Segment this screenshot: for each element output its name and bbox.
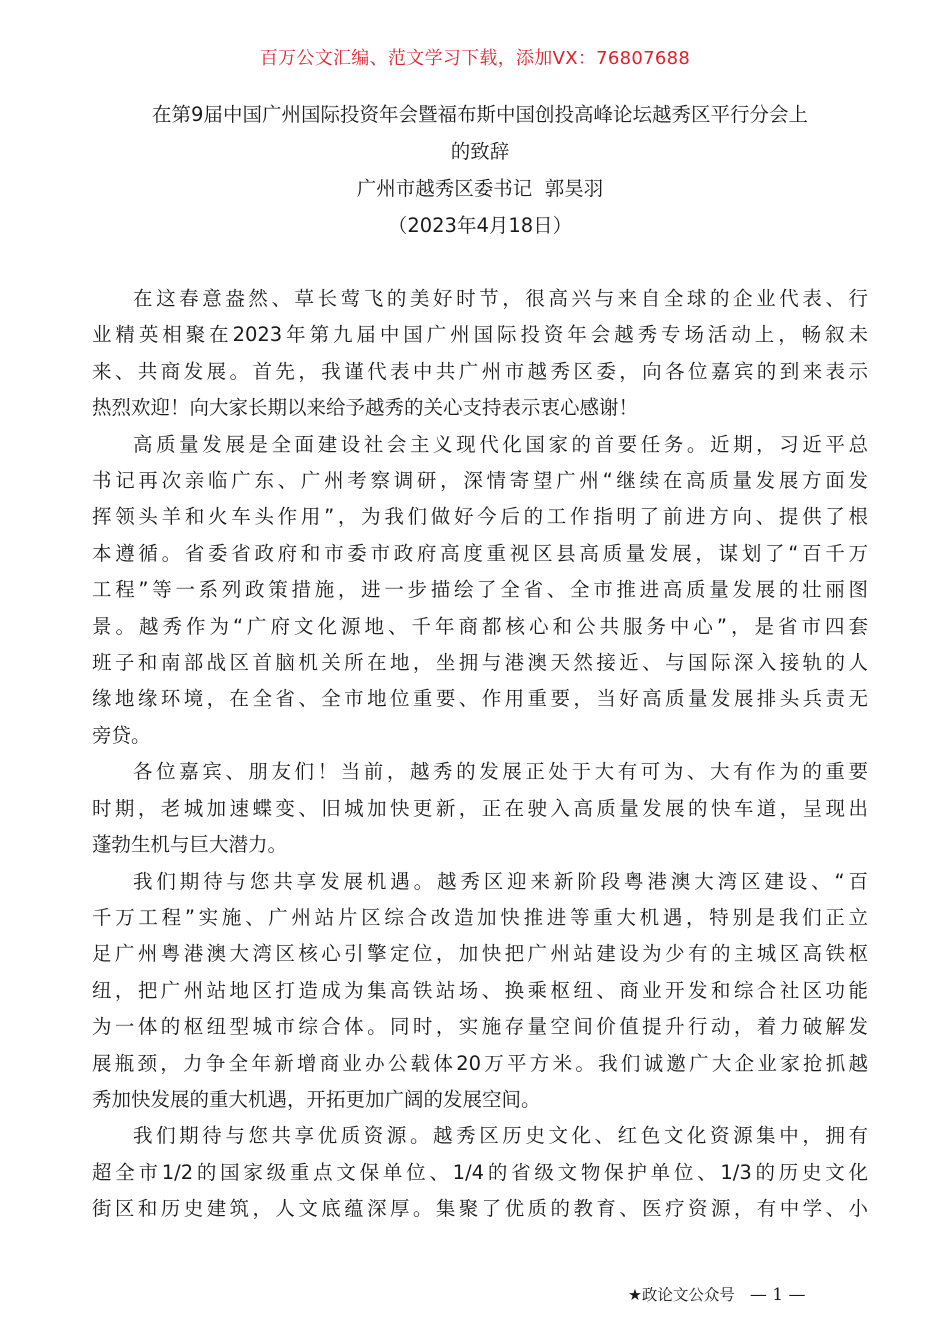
- page-footer: [628, 1283, 805, 1305]
- text-line: 我们期待与您共享优质资源。越秀区历史文化、红色文化资源集中，拥有: [133, 1124, 868, 1148]
- footer-source: ★政论文公众号: [628, 1286, 735, 1304]
- text-line: 我们期待与您共享发展机遇。越秀区迎来新阶段粤港澳大湾区建设、“百: [133, 869, 868, 893]
- text-line: 来、共商发展。首先，我谨代表中共广州市越秀区委，向各位嘉宾的到来表示: [92, 359, 868, 383]
- text-line: 高质量发展是全面建设社会主义现代化国家的首要任务。近期，习近平总: [133, 432, 868, 456]
- paragraph-3: [92, 754, 868, 863]
- paragraph-5: [92, 1118, 868, 1227]
- document-title-line-1: 在第9届中国广州国际投资年会暨福布斯中国创投高峰论坛越秀区平行分会上: [152, 103, 808, 126]
- text-line: 缘地缘环境，在全省、全市地位重要、作用重要，当好高质量发展排头兵责无: [92, 687, 868, 711]
- text-line: 时期，老城加速蝶变、旧城加快更新，正在驶入高质量发展的快车道，呈现出: [92, 796, 868, 820]
- text-line: 超全市1/2的国家级重点文保单位、1/4的省级文物保护单位、1/3的历史文化: [92, 1160, 868, 1184]
- text-line: 展瓶颈，力争全年新增商业办公载体20万平方米。我们诚邀广大企业家抢抓越: [92, 1051, 868, 1075]
- text-line: 工程”等一系列政策措施，进一步描绘了全省、全市推进高质量发展的壮丽图: [92, 578, 868, 602]
- text-line: 班子和南部战区首脑机关所在地，坐拥与港澳天然接近、与国际深入接轨的人: [92, 651, 868, 675]
- text-line: 旁贷。: [92, 723, 151, 747]
- speaker-line: 广州市越秀区委书记 郭昊羽: [356, 177, 604, 200]
- text-line: 纽，把广州站地区打造成为集高铁站场、换乘枢纽、商业开发和综合社区功能: [92, 978, 868, 1002]
- text-line: 街区和历史建筑，人文底蕴深厚。集聚了优质的教育、医疗资源，有中学、小: [92, 1197, 868, 1221]
- date-line: （2023年4月18日）: [387, 214, 573, 237]
- document-header: [92, 96, 868, 244]
- document-title-line-2: 的致辞: [450, 140, 510, 163]
- document-body: [92, 281, 868, 1228]
- text-line: 各位嘉宾、朋友们！当前，越秀的发展正处于大有可为、大有作为的重要: [133, 760, 868, 784]
- text-line: 挥领头羊和火车头作用”，为我们做好今后的工作指明了前进方向、提供了根: [92, 505, 868, 529]
- text-line: 秀加快发展的重大机遇，开拓更加广阔的发展空间。: [92, 1087, 541, 1111]
- paragraph-2: [92, 427, 868, 755]
- page-number: — 1 —: [749, 1285, 806, 1305]
- paragraph-4: [92, 864, 868, 1119]
- text-line: 业精英相聚在2023年第九届中国广州国际投资年会越秀专场活动上，畅叙未: [92, 323, 868, 347]
- text-line: 书记再次亲临广东、广州考察调研，深情寄望广州“继续在高质量发展方面发: [92, 469, 868, 493]
- text-line: 蓬勃生机与巨大潜力。: [92, 833, 288, 857]
- paragraph-1: [92, 281, 868, 427]
- text-line: 足广州粤港澳大湾区核心引擎定位，加快把广州站建设为少有的主城区高铁枢: [92, 942, 868, 966]
- text-line: 热烈欢迎！向大家长期以来给予越秀的关心支持表示衷心感谢！: [92, 396, 639, 420]
- text-line: 为一体的枢纽型城市综合体。同时，实施存量空间价值提升行动，着力破解发: [92, 1015, 868, 1039]
- text-line: 景。越秀作为“广府文化源地、千年商都核心和公共服务中心”，是省市四套: [92, 614, 868, 638]
- text-line: 在这春意盎然、草长莺飞的美好时节，很高兴与来自全球的企业代表、行: [133, 287, 868, 310]
- download-banner: 百万公文汇编、范文学习下载，添加VX：76807688: [259, 48, 691, 69]
- text-line: 本遵循。省委省政府和市委市政府高度重视区县高质量发展，谋划了“百千万: [92, 541, 868, 565]
- text-line: 千万工程”实施、广州站片区综合改造加快推进等重大机遇，特别是我们正立: [92, 905, 868, 929]
